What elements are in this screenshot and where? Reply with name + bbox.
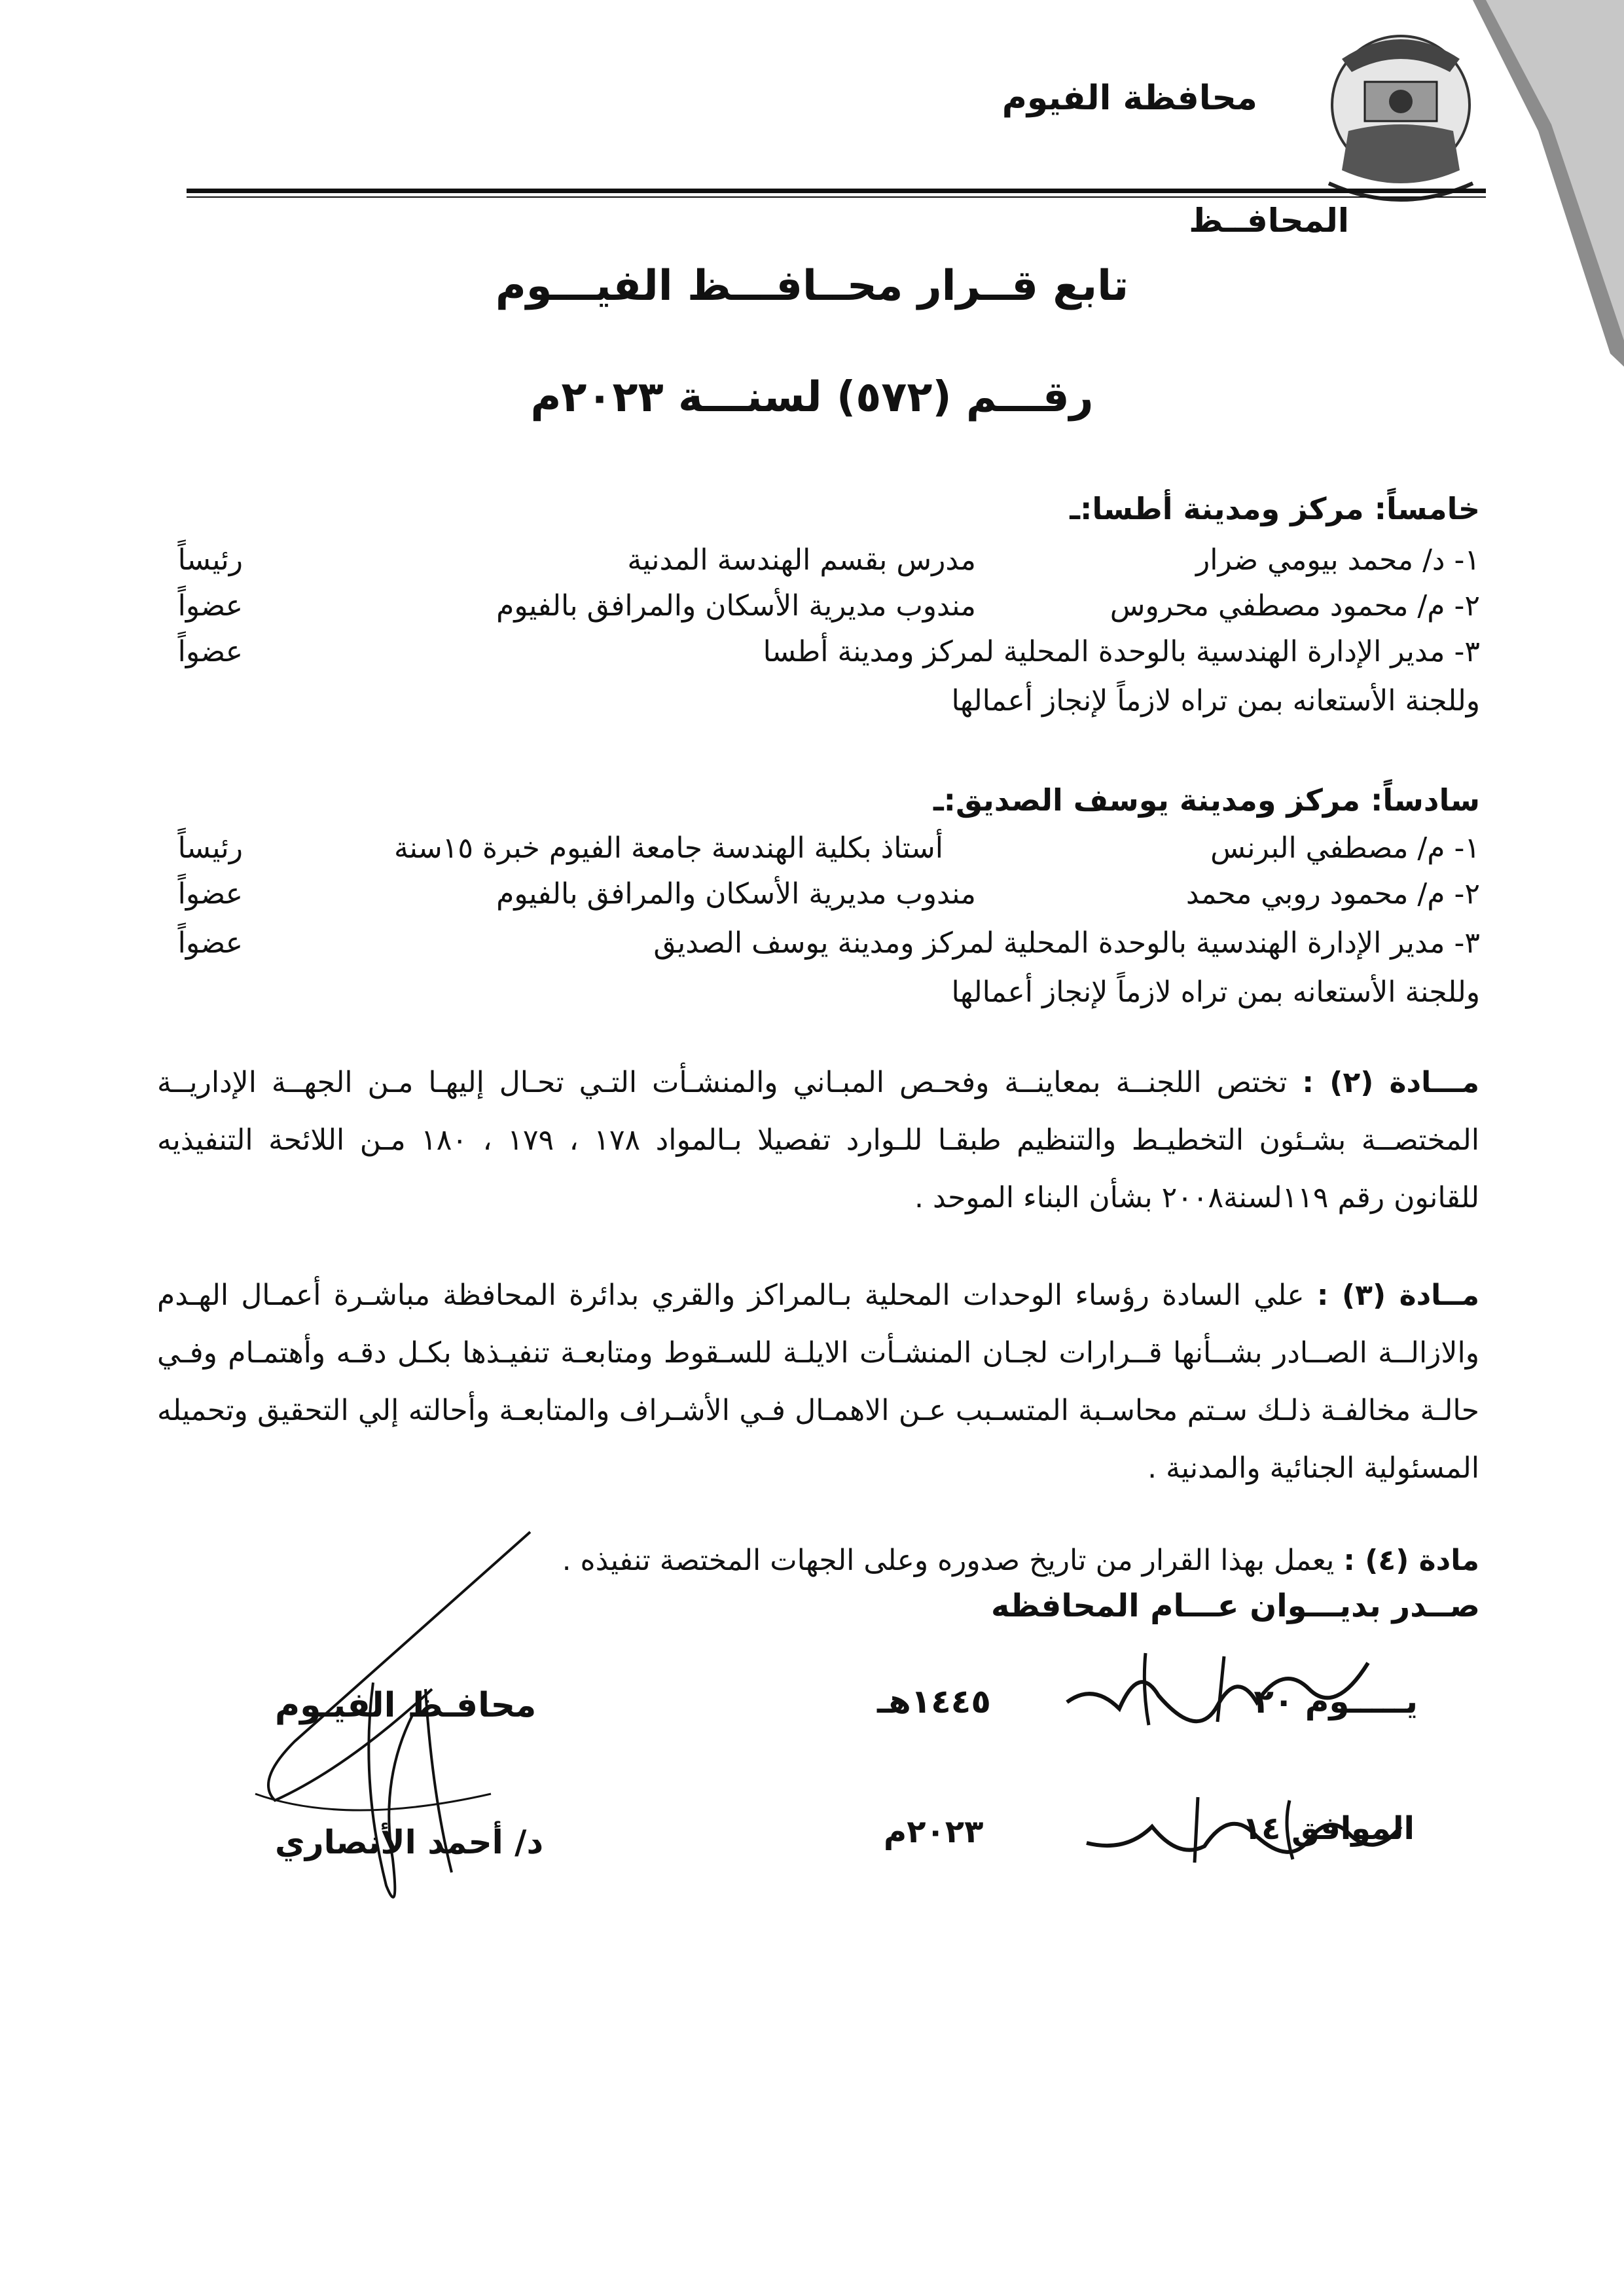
member-name: ٢- م/ محمود روبي محمد <box>1185 877 1480 911</box>
section-heading: سادساً: مركز ومدينة يوسف الصديق:ـ <box>933 782 1480 818</box>
hijri-month-handwriting <box>1028 1643 1394 1735</box>
member-role: عضواً <box>177 877 243 911</box>
member-row <box>138 877 1480 923</box>
member-row <box>138 635 1480 681</box>
gregorian-day-label: الموافق ١٤ <box>1242 1810 1415 1847</box>
member-description: مندوب مديرية الأسكان والمرافق بالفيوم <box>496 589 976 623</box>
gregorian-year: ٢٠٢٣م <box>884 1813 984 1850</box>
section-note: وللجنة الأستعانه بمن تراه لازماً لإنجاز أعمالها <box>951 975 1480 1009</box>
issued-at: صــدر بديـــوان عـــام المحافظه <box>991 1588 1480 1624</box>
governorate-emblem-icon <box>1303 20 1499 216</box>
governor-name: د/ أحمد الأنصاري <box>275 1823 544 1861</box>
member-description: ٣- مدير الإدارة الهندسية بالوحدة المحلية لمركز ومدينة أطسا <box>763 635 1480 668</box>
member-name: ٢- م/ محمود مصطفي محروس <box>1110 589 1480 623</box>
governorate-name: محافظة الفيوم <box>1001 79 1257 118</box>
member-description: مندوب مديرية الأسكان والمرافق بالفيوم <box>496 877 976 911</box>
gregorian-month-text: نوفمبر <box>1231 1869 1233 1870</box>
member-name: ١- م/ مصطفي البرنس <box>1210 831 1480 865</box>
member-description: ٣- مدير الإدارة الهندسية بالوحدة المحلية لمركز ومدينة يوسف الصديق <box>653 926 1480 960</box>
member-name: ١- د/ محمد بيومي ضرار <box>1196 543 1480 577</box>
article-text: علي السادة رؤساء الوحدات المحلية بـالمراكز والقري بدائرة المحافظة مباشـرة أعمـال الهـدم والازالــة الصــادر بشــأنها قــرارات لجـان المنشـأت الايلـة للسـقوط ومتابعـة تنفيـذها بكـل دقـه وأهتمـام وفـي حالـة مخالفـة ذلـك سـتم محاسـبة المتسـبب عـن الاهمـال فـي الأشـراف والمتابعـة وأحالته إلي التحقيق وتحميله المسئولية الجنائية والمدنية . <box>157 1279 1479 1485</box>
section-note: وللجنة الأستعانه بمن تراه لازماً لإنجاز أعمالها <box>951 684 1480 718</box>
member-role: عضواً <box>177 926 243 960</box>
article-2 <box>157 1054 1479 1227</box>
hijri-year: ١٤٤٥هـ <box>877 1683 991 1721</box>
member-role: رئيساً <box>177 543 243 577</box>
governor-label: المحافــظ <box>1189 202 1349 240</box>
member-role: رئيساً <box>177 831 243 865</box>
member-role: عضواً <box>177 589 243 623</box>
article-label: مـــادة (٢) : <box>1302 1066 1479 1099</box>
header-rule-thin <box>187 196 1486 198</box>
decree-number: رقـــم (٥٧٢) لسنـــة ٢٠٢٣م <box>530 373 1094 422</box>
member-row <box>138 926 1480 972</box>
article-label: مادة (٤) : <box>1343 1544 1479 1577</box>
governor-title: محافـظ الفيـوم <box>275 1686 537 1725</box>
article-label: مــادة (٣) : <box>1316 1279 1480 1312</box>
article-3 <box>157 1267 1479 1497</box>
member-row <box>138 543 1480 589</box>
article-text: يعمل بهذا القرار من تاريخ صدوره وعلى الجهات المختصة تنفيذه . <box>562 1544 1335 1577</box>
hijri-day-label: يـــــوم ٢٠ <box>1254 1683 1418 1721</box>
header-rule <box>187 189 1486 193</box>
member-description: أستاذ بكلية الهندسة جامعة الفيوم خبرة ١٥سنة <box>394 831 943 865</box>
member-row <box>138 831 1480 877</box>
decree-title: تابع قــرار محــافـــظ الفيـــوم <box>495 262 1129 310</box>
member-role: عضواً <box>177 635 243 668</box>
member-description: مدرس بقسم الهندسة المدنية <box>627 543 976 577</box>
gregorian-month-handwriting <box>1034 1787 1427 1872</box>
article-text: تختص اللجنــة بمعاينــة وفحـص المبـاني والمنشـأت التـي تحـال إليهـا مـن الجهــة الإداريــة المختصــة بشـئون التخطيـط والتنظيم طبقـا للـوارد تفصيلا بـالمواد ١٧٨ ، ١٧٩ ، ١٨٠ مـن اللائحة التنفيذيه للقانون رقم ١١٩لسنة٢٠٠٨ بشأن البناء الموحد . <box>157 1066 1479 1214</box>
section-heading: خامساً: مركز ومدينة أطسا:ـ <box>1070 491 1480 526</box>
handwritten-signature-icon <box>216 1519 609 1925</box>
member-row <box>138 589 1480 635</box>
